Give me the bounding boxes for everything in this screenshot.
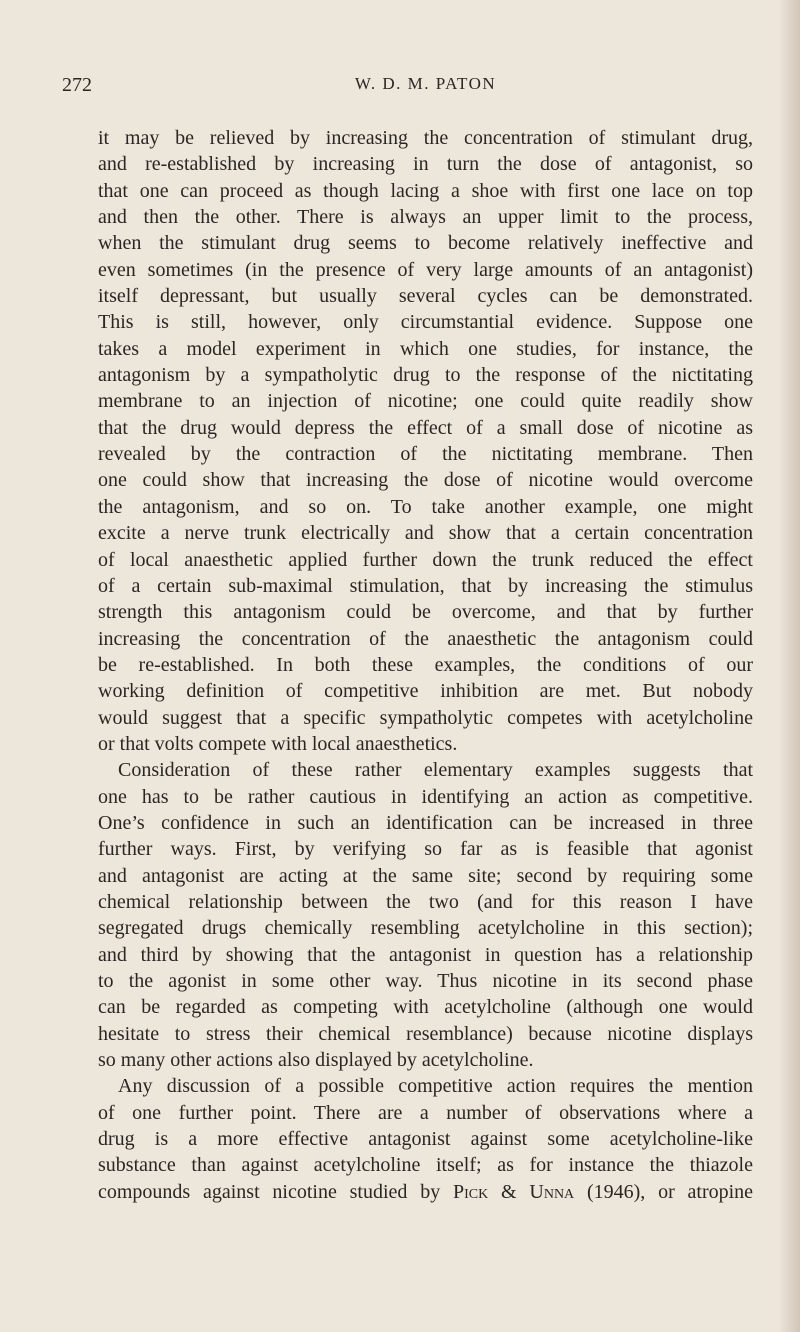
text-line: of a certain sub-maximal stimulation, that by increasing the stimulus: [98, 574, 753, 597]
citation-author: Unna: [529, 1180, 575, 1203]
text-line: of one further point. There are a number of observations where a: [98, 1101, 753, 1124]
text-line: revealed by the contraction of the nictitating membrane. Then: [98, 443, 753, 466]
text-line: itself depressant, but usually several cycles can be demonstrated.: [98, 285, 753, 308]
text-line: so many other actions also displayed by acetylcholine.: [98, 1049, 534, 1072]
text-line: and antagonist are acting at the same site; second by requiring some: [98, 864, 753, 887]
text-line: Any discussion of a possible competitive action requires the mention: [118, 1075, 753, 1098]
text-line: drug is a more effective antagonist against some acetylcholine-like: [98, 1128, 753, 1151]
text-line: chemical relationship between the two (and for this reason I have: [98, 890, 753, 913]
text-line: and then the other. There is always an upper limit to the process,: [98, 206, 753, 229]
text-line: the antagonism, and so on. To take another example, one might: [98, 495, 753, 518]
page-edge-shadow: [778, 0, 800, 1332]
text-line: that the drug would depress the effect of a small dose of nicotine as: [98, 416, 753, 439]
body-text: [98, 125, 753, 1205]
text-line: even sometimes (in the presence of very large amounts of an antagonist): [98, 258, 753, 281]
text-line: excite a nerve trunk electrically and show that a certain concentration: [98, 522, 753, 545]
text-line: antagonism by a sympatholytic drug to the response of the nictitating: [98, 364, 753, 387]
text-line: membrane to an injection of nicotine; one could quite readily show: [98, 390, 753, 413]
text-line: one could show that increasing the dose of nicotine would overcome: [98, 469, 753, 492]
text-line: would suggest that a specific sympatholytic competes with acetylcholine: [98, 706, 753, 729]
text-line: be re-established. In both these examples, the conditions of our: [98, 653, 753, 676]
page-number: 272: [62, 74, 92, 96]
text-line: when the stimulant drug seems to become relatively ineffective and: [98, 232, 753, 255]
text-line: it may be relieved by increasing the concentration of stimulant drug,: [98, 127, 753, 149]
text-line: or that volts compete with local anaesthetics.: [98, 732, 458, 755]
text-line: one has to be rather cautious in identifying an action as competitive.: [98, 785, 753, 808]
text-line: takes a model experiment in which one studies, for instance, the: [98, 337, 753, 360]
text-line: increasing the concentration of the anaesthetic the antagonism could: [98, 627, 753, 650]
text-line: working definition of competitive inhibition are met. But nobody: [98, 680, 753, 703]
text-line: segregated drugs chemically resembling acetylcholine in this section);: [98, 917, 753, 940]
running-head: W. D. M. PATON: [354, 74, 497, 93]
text-line: substance than against acetylcholine itself; as for instance the thiazole: [98, 1154, 753, 1177]
text-line: strength this antagonism could be overcome, and that by further: [98, 601, 753, 624]
text-line: to the agonist in some other way. Thus nicotine in its second phase: [98, 970, 753, 992]
citation-author: Pick: [453, 1180, 489, 1203]
text-line: of local anaesthetic applied further down the trunk reduced the effect: [98, 548, 753, 571]
text-line: that one can proceed as though lacing a shoe with first one lace on top: [98, 179, 753, 202]
text-line: This is still, however, only circumstantial evidence. Suppose one: [98, 311, 753, 334]
text-line: Consideration of these rather elementary examples suggests that: [118, 759, 753, 782]
text-line: hesitate to stress their chemical resemblance) because nicotine displays: [98, 1022, 753, 1045]
text-line: compounds against nicotine studied by Pick & Unna (1946), or atropine: [98, 1180, 754, 1203]
text-line: can be regarded as competing with acetylcholine (although one would: [98, 996, 753, 1019]
text-line: and re-established by increasing in turn the dose of antagonist, so: [98, 153, 753, 176]
text-line: One’s confidence in such an identification can be increased in three: [98, 811, 753, 834]
text-line: further ways. First, by verifying so far as is feasible that agonist: [98, 838, 753, 861]
text-line: and third by showing that the antagonist in question has a relationship: [98, 943, 753, 966]
